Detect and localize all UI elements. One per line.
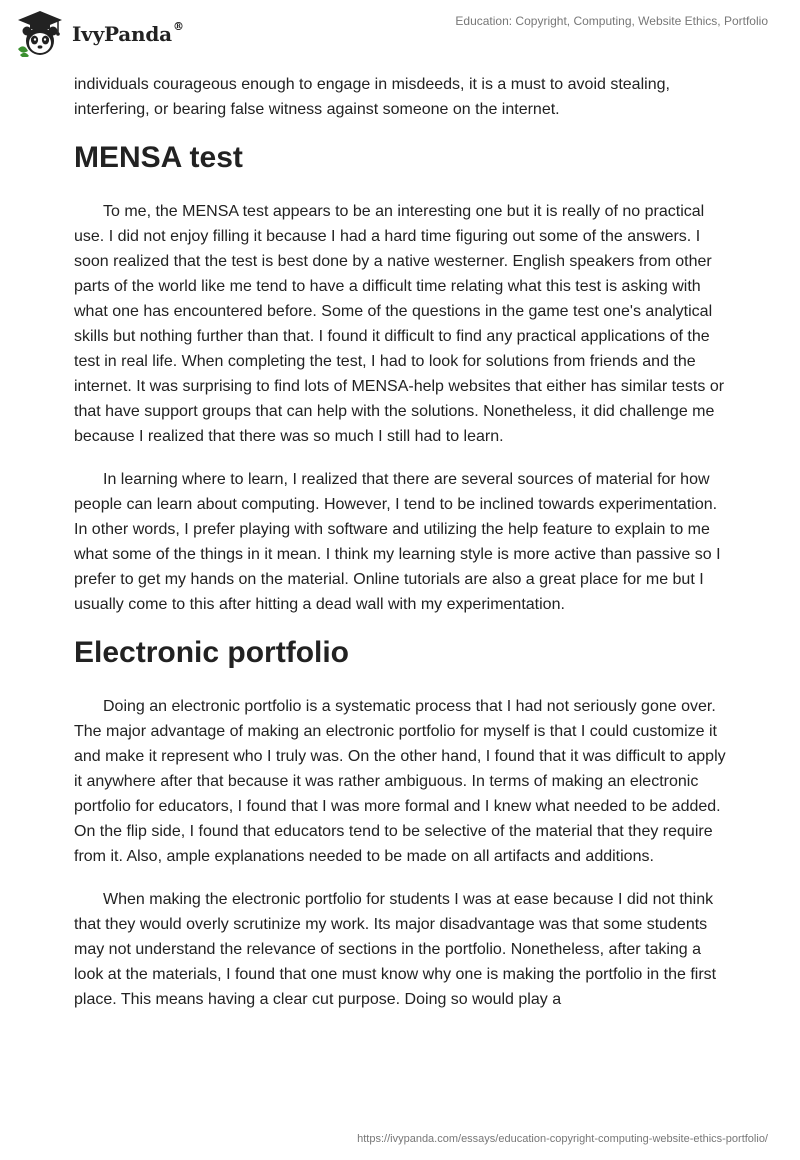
logo-wordmark: IvyPanda® (72, 20, 184, 46)
panda-graduation-cap-icon (14, 9, 66, 57)
section-heading-mensa-test: MENSA test (74, 141, 243, 174)
essay-body (74, 72, 734, 1030)
intro-paragraph: individuals courageous enough to engage in misdeeds, it is a must to avoid stealing, interfering, or bearing false witness against someone on the internet. (74, 76, 670, 118)
document-title: Education: Copyright, Computing, Website Ethics, Portfolio (455, 14, 768, 28)
paragraph: When making the electronic portfolio for students I was at ease because I did not think that they would overly scrutinize my work. Its major disadvantage was that some students may not understand the relevance of sections in the portfolio. Nonetheless, after taking a look at the materials, I found that one must know why one is making the portfolio in the first place. This means having a clear cut purpose. Doing so would play a (74, 891, 717, 1008)
section-heading-electronic-portfolio: Electronic portfolio (74, 636, 350, 669)
paragraph: Doing an electronic portfolio is a systematic process that I had not seriously gone over. The major advantage of making an electronic portfolio for myself is that I could customize it and make it represent who I truly was. On the other hand, I found that it was difficult to apply it anywhere after that because it was rather ambiguous. In terms of making an electronic portfolio for educators, I found that I was more formal and I knew what needed to be added. On the flip side, I found that educators tend to be selective of the material that they require from it. Also, ample explanations needed to be made on all artifacts and additions. (74, 698, 726, 865)
paragraph: In learning where to learn, I realized that there are several sources of material for how people can learn about computing. However, I tend to be inclined towards experimentation. In other words, I prefer playing with software and utilizing the help feature to explain to me what some of the things in it mean. I think my learning style is more active than passive so I prefer to get my hands on the material. Online tutorials are also a great place for me but I usually come to this after hitting a dead wall with my experimentation. (74, 471, 721, 613)
page-header (0, 0, 800, 70)
ivypanda-logo[interactable] (14, 9, 184, 57)
source-url[interactable]: https://ivypanda.com/essays/education-copyright-computing-website-ethics-portfolio/ (357, 1133, 768, 1145)
paragraph: To me, the MENSA test appears to be an interesting one but it is really of no practical use. I did not enjoy filling it because I had a hard time figuring out some of the answers. I soon realized that the test is best done by a native westerner. English speakers from other parts of the world like me tend to have a difficult time relating what this test is asking with what one has encountered before. Some of the questions in the game test one's analytical skills but nothing further than that. I found it difficult to find any practical applications of the test in real life. When completing the test, I had to look for solutions from friends and the internet. It was surprising to find lots of MENSA-help websites that either has similar tests or that have support groups that can help with the solutions. Nonetheless, it did challenge me because I realized that there was so much I still had to learn. (74, 203, 725, 445)
